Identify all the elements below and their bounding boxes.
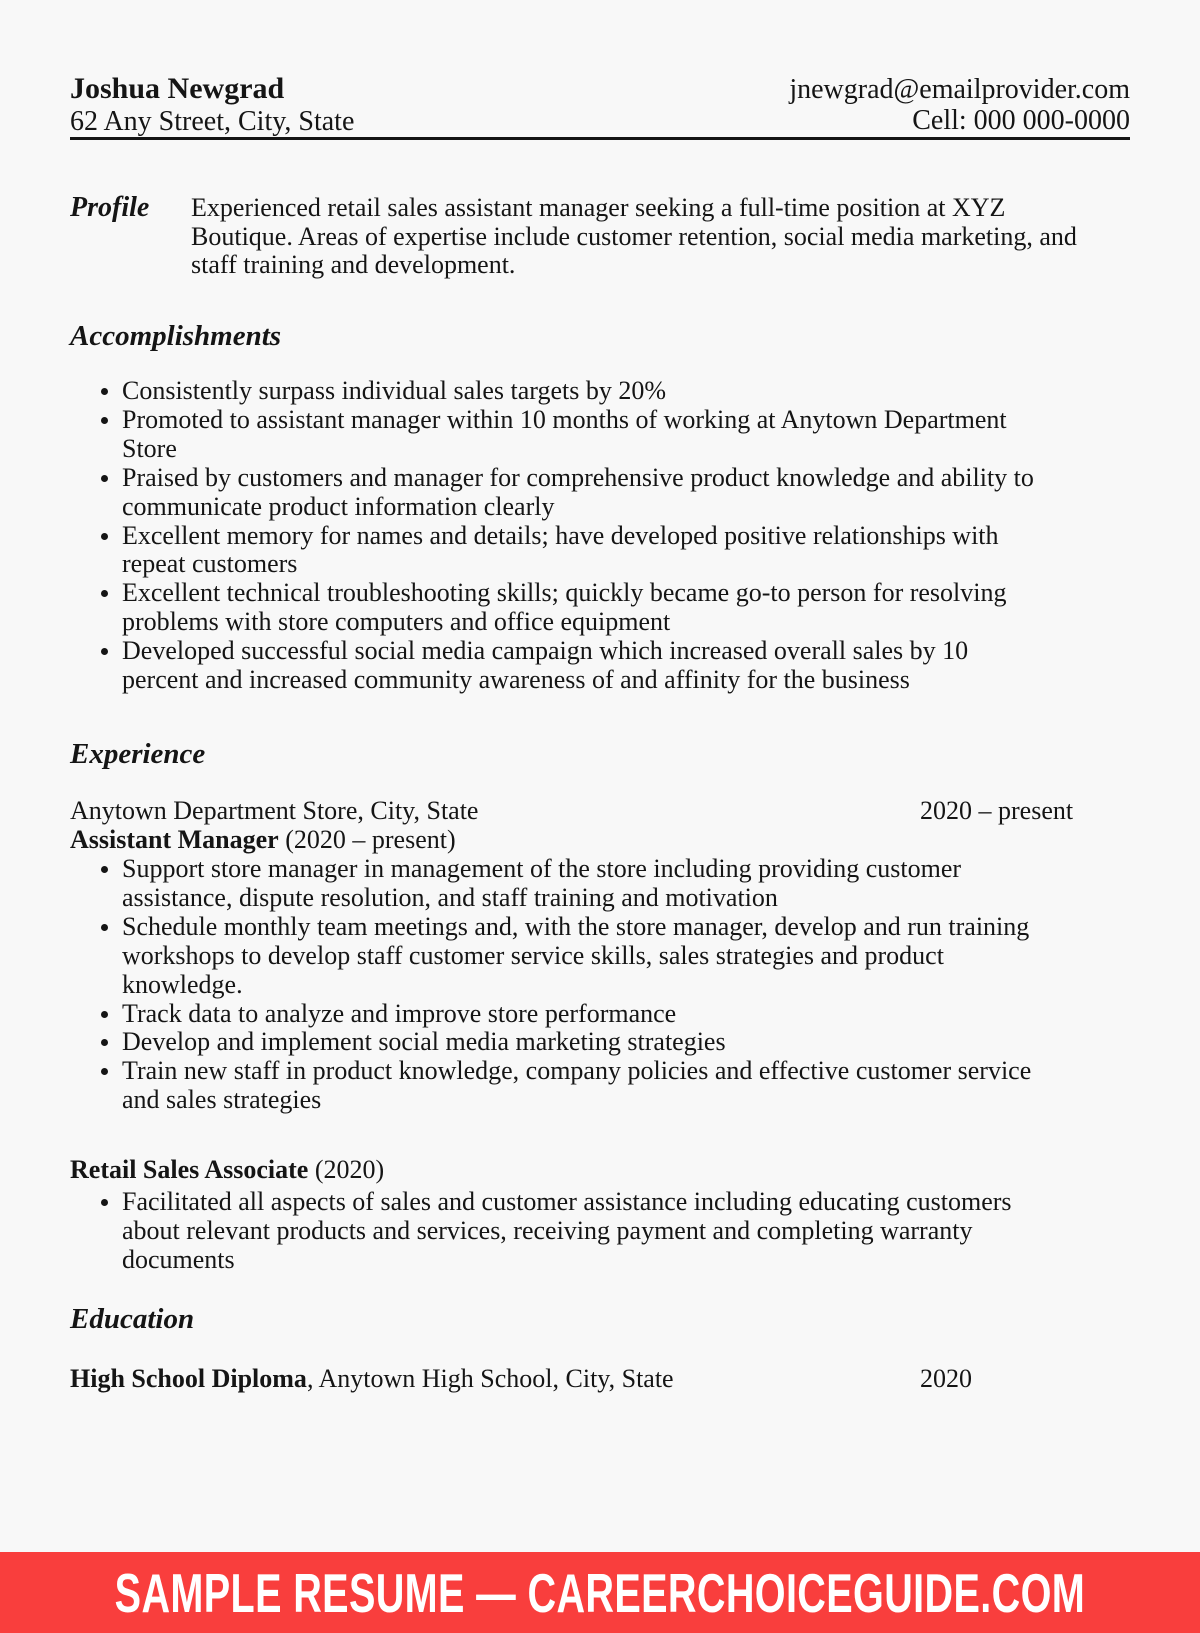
role-dates: (2020) bbox=[308, 1155, 385, 1184]
employer-row bbox=[70, 796, 1130, 825]
accomplishments-list bbox=[70, 377, 1037, 695]
list-item: Consistently surpass individual sales targets by 20% bbox=[70, 377, 1037, 406]
accomplishments-heading: Accomplishments bbox=[70, 320, 282, 352]
profile-section bbox=[70, 194, 1130, 280]
header-phone: Cell: 000 000-0000 bbox=[912, 105, 1130, 136]
profile-label: Profile bbox=[70, 192, 150, 223]
education-year: 2020 bbox=[920, 1364, 972, 1393]
footer-text: SAMPLE RESUME — CAREERCHOICEGUIDE.COM bbox=[114, 1561, 1086, 1624]
header-name: Joshua Newgrad bbox=[70, 72, 285, 105]
education-degree: High School Diploma bbox=[70, 1364, 307, 1393]
role-title-row bbox=[70, 1155, 384, 1184]
header-divider bbox=[70, 137, 1130, 140]
role-bullets bbox=[70, 1188, 1037, 1275]
role-title-row bbox=[70, 825, 456, 854]
profile-text: Experienced retail sales assistant manager seeking a full-time position at XYZ Boutique. Areas of expertise include customer retention, social media marketing, and staff training and development. bbox=[191, 193, 1077, 280]
education-row bbox=[70, 1364, 1130, 1393]
list-item: Excellent technical troubleshooting skills; quickly became go-to person for resolving problems with store computers and office equipment bbox=[70, 579, 1037, 637]
list-item: Facilitated all aspects of sales and customer assistance including educating customers about relevant products and services, receiving payment and completing warranty documents bbox=[70, 1188, 1037, 1275]
experience-heading: Experience bbox=[70, 738, 206, 770]
employer-name: Anytown Department Store, City, State bbox=[70, 796, 479, 825]
role-dates: (2020 – present) bbox=[278, 825, 456, 854]
role-title: Retail Sales Associate bbox=[70, 1155, 309, 1184]
education-school: , Anytown High School, City, State bbox=[306, 1364, 674, 1393]
header-email: jnewgrad@emailprovider.com bbox=[789, 74, 1130, 105]
footer-banner bbox=[0, 1552, 1200, 1633]
list-item: Support store manager in management of the store including providing customer assistance, dispute resolution, and staff training and motivation bbox=[70, 855, 1037, 913]
header-address: 62 Any Street, City, State bbox=[70, 106, 355, 137]
list-item: Develop and implement social media marketing strategies bbox=[70, 1028, 1037, 1057]
list-item: Promoted to assistant manager within 10 months of working at Anytown Department Store bbox=[70, 406, 1037, 464]
list-item: Schedule monthly team meetings and, with the store manager, develop and run training workshops to develop staff customer service skills, sales strategies and product knowledge. bbox=[70, 913, 1037, 1000]
list-item: Developed successful social media campaign which increased overall sales by 10 percent and increased community awareness of and affinity for the business bbox=[70, 637, 1037, 695]
role-title: Assistant Manager bbox=[70, 825, 279, 854]
list-item: Praised by customers and manager for comprehensive product knowledge and ability to communicate product information clearly bbox=[70, 464, 1037, 522]
education-heading: Education bbox=[70, 1303, 195, 1335]
list-item: Excellent memory for names and details; have developed positive relationships with repeat customers bbox=[70, 522, 1037, 580]
employer-dates: 2020 – present bbox=[920, 796, 1074, 825]
role-bullets bbox=[70, 855, 1037, 1115]
header-contact-block bbox=[789, 74, 1130, 136]
list-item: Track data to analyze and improve store performance bbox=[70, 1000, 1037, 1029]
list-item: Train new staff in product knowledge, company policies and effective customer service and sales strategies bbox=[70, 1057, 1037, 1115]
